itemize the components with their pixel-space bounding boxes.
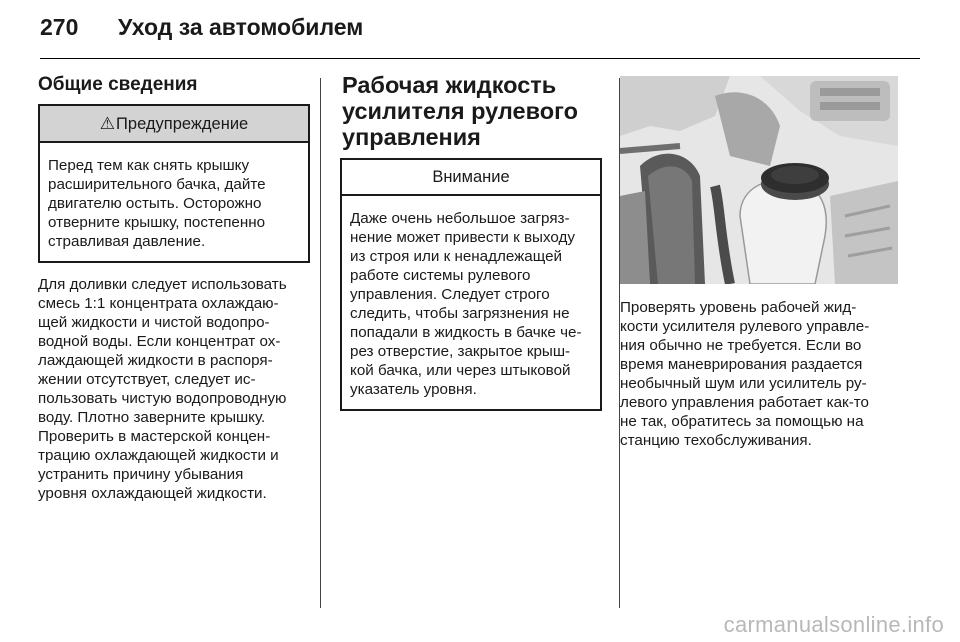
attention-box [340,158,602,411]
attention-heading: Внимание [342,160,600,196]
column-general [38,72,310,503]
chapter-title: Уход за автомобилем [118,14,364,40]
column-divider-1 [320,78,321,608]
coolant-body-text: Для доливки следует использовать смесь 1:1 концентрата охлаждаю- щей жидкости и чистой водопро- водной воды. Если концентрат ох- лаждающей жидкости в распоря- жении отсутствует, следует ис- пользовать чистую водопроводную воду. Плотно заверните крышку. Проверить в мастерской концен- трацию охлаждающей жидкости и устранить причину убывания уровня охлаждающей жидкости. [38,276,287,502]
warning-heading [40,106,308,143]
steering-fluid-caption: Проверять уровень рабочей жид- кости усилителя рулевого управле- ния обычно не требуется. Если во время маневрирования раздается необычный шум или усилитель ру- левого управления работает как-то не так, обратитесь за помощью на станцию техобслуживания. [620,299,870,449]
section-title-general: Общие сведения [38,74,198,95]
header-rule [40,58,920,59]
page-header [40,14,920,46]
attention-text: Даже очень небольшое загряз- нение может привести к выходу из строя или к ненадлежащей работе системы рулевого управления. Следует строго следить, чтобы загрязнения не попадали в жидкость в бачке че- рез отверстие, закрытое крыш- кой бачка, или через штыковой указатель уровня. [350,210,582,398]
page-number: 270 [40,14,79,40]
steering-fluid-title: Рабочая жидкость усилителя рулевого управления [342,72,578,150]
warning-text: Перед тем как снять крышку расширительного бачка, дайте двигателю остыть. Осторожно отверните крышку, постепенно стравливая давление. [48,157,266,250]
engine-bay-photo [620,76,898,284]
warning-box [38,104,310,263]
watermark: carmanualsonline.info [723,612,944,637]
column-steering-fluid [340,72,602,411]
column-photo [620,72,900,450]
warning-heading-text: Предупреждение [116,115,249,133]
warning-triangle-icon: ⚠ [99,114,116,133]
engine-bay-illustration [620,76,898,284]
